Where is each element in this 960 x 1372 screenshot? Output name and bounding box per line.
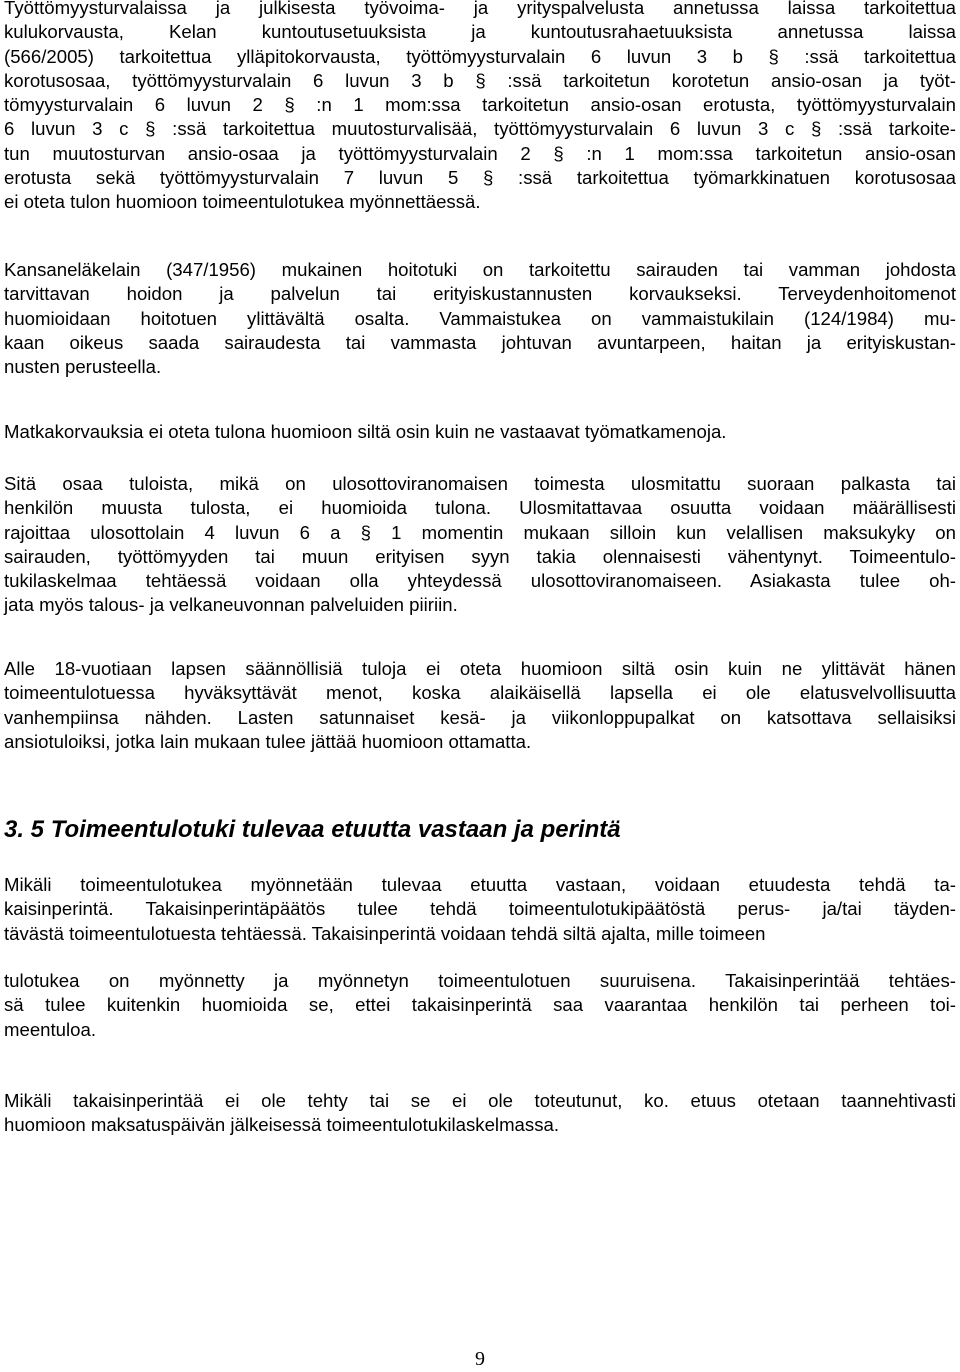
text-line: kaan oikeus saada sairaudesta tai vammasta johtuvan avuntarpeen, haitan ja erityiskustan-	[4, 331, 956, 353]
paragraph-recovery-amount	[4, 969, 956, 1042]
text-line: korotusosaa, työttömyysturvalain 6 luvun 3 b § :ssä tarkoitetun korotetun ansio-osan ja työt-	[4, 69, 956, 91]
text-line: tukilaskelmaa tehtäessä voidaan olla yhteydessä ulosottoviranomaiseen. Asiakasta tulee oh-	[4, 570, 956, 591]
text-line: Sitä osaa tuloista, mikä on ulosottoviranomaisen toimesta ulosmitattu suoraan palkasta tai	[4, 473, 956, 494]
text-line: Kansaneläkelain (347/1956) mukainen hoitotuki on tarkoitettu sairauden tai vamman johdosta	[4, 259, 956, 280]
text-line: Mikäli toimeentulotukea myönnetään tulevaa etuutta vastaan, voidaan etuudesta tehdä ta-	[4, 874, 956, 895]
paragraph-enforcement	[4, 472, 956, 618]
text-line: huomioidaan hoitotuen ylittävältä osalta. Vammaistukea on vammaistukilain (124/1984) mu-	[4, 307, 956, 329]
text-line: sairauden, työttömyyden tai muun erityisen syyn takia olennaisesti vähentynyt. Toimeentulo-	[4, 545, 956, 567]
text-line: tävästä toimeentulotuesta tehtäessä. Takaisinperintä voidaan tehdä siltä ajalta, mille toimeen	[4, 922, 766, 944]
text-line: toimeentulotuessa hyväksyttävät menot, koska alaikäisellä lapsella ei ole elatusvelvollisuutta	[4, 682, 956, 704]
text-line: rajoittaa ulosottolain 4 luvun 6 a § 1 momentin mukaan silloin kun velallisen maksukyky on	[4, 521, 956, 543]
text-line: henkilön muusta tulosta, ei huomioida tulona. Ulosmitattavaa osuutta voidaan määrällisesti	[4, 497, 956, 519]
text-line: (566/2005) tarkoitettua ylläpitokorvausta, työttömyysturvalain 6 luvun 3 b § :ssä tarkoitettua	[4, 45, 956, 67]
text-line: vanhempiinsa nähden. Lasten satunnaiset kesä- ja viikonloppupalkat on katsottava sellaisiksi	[4, 706, 956, 728]
text-line: sä tulee kuitenkin huomioida se, ettei takaisinperintä saa vaarantaa henkilön tai perheen toi-	[4, 994, 956, 1016]
text-line: huomioon maksatuspäivän jälkeisessä toimeentulotukilaskelmassa.	[4, 1114, 559, 1136]
text-line: tulotukea on myönnetty ja myönnetyn toimeentulotuen suuruisena. Takaisinperintää tehtäes-	[4, 970, 956, 991]
page-number: 9	[475, 1348, 485, 1370]
text-line: ansiotuloiksi, jotka lain mukaan tulee jättää huomioon ottamatta.	[4, 730, 532, 752]
paragraph-income-exclusions	[4, 0, 956, 214]
paragraph-recovery-fallback	[4, 1089, 956, 1138]
text-line: ei oteta tulon huomioon toimeentulotukea myönnettäessä.	[4, 191, 481, 212]
paragraph-minor-income	[4, 657, 956, 754]
text-line: nusten perusteella.	[4, 356, 162, 377]
text-line: Mikäli takaisinperintää ei ole tehty tai se ei ole toteutunut, ko. etuus otetaan taannehtivasti	[4, 1090, 956, 1111]
text-line: tun muutosturvan ansio-osaa ja työttömyysturvalain 2 § :n 1 mom:ssa tarkoitetun ansio-osan	[4, 142, 956, 164]
text-line: erotusta sekä työttömyysturvalain 7 luvun 5 § :ssä tarkoitettua työmarkkinatuen korotusosaa	[4, 166, 956, 188]
text-line: Työttömyysturvalaissa ja julkisesta työvoima- ja yrityspalvelusta annetussa laissa tarkoitettua	[4, 0, 956, 18]
text-line: tömyysturvalain 6 luvun 2 § :n 1 mom:ssa tarkoitetun ansio-osan erotusta, työttömyysturvalain	[4, 94, 956, 115]
section-heading: 3. 5 Toimeentulotuki tulevaa etuutta vastaan ja perintä	[4, 816, 621, 843]
text-line: Matkakorvauksia ei oteta tulona huomioon siltä osin kuin ne vastaavat työmatkamenoja.	[4, 421, 727, 442]
text-line: 6 luvun 3 c § :ssä tarkoitettua muutosturvalisää, työttömyysturvalain 6 luvun 3 c § :ssä tarkoite-	[4, 118, 956, 140]
paragraph-travel-compensation	[4, 420, 956, 444]
paragraph-recovery-intro	[4, 873, 956, 946]
text-line: meentuloa.	[4, 1018, 96, 1040]
text-line: jata myös talous- ja velkaneuvonnan palveluiden piiriin.	[4, 594, 458, 616]
text-line: kaisinperintä. Takaisinperintäpäätös tulee tehdä toimeentulotukipäätöstä perus- ja/tai täyden-	[4, 898, 956, 920]
text-line: Alle 18-vuotiaan lapsen säännöllisiä tuloja ei oteta huomioon siltä osin kuin ne ylittävät hänen	[4, 658, 956, 679]
paragraph-care-allowance	[4, 258, 956, 379]
text-line: tarvittavan hoidon ja palvelun tai erityiskustannusten korvaukseksi. Terveydenhoitomenot	[4, 283, 956, 305]
text-line: kulukorvausta, Kelan kuntoutusetuuksista ja kuntoutusrahaetuuksista annetussa laissa	[4, 21, 956, 43]
